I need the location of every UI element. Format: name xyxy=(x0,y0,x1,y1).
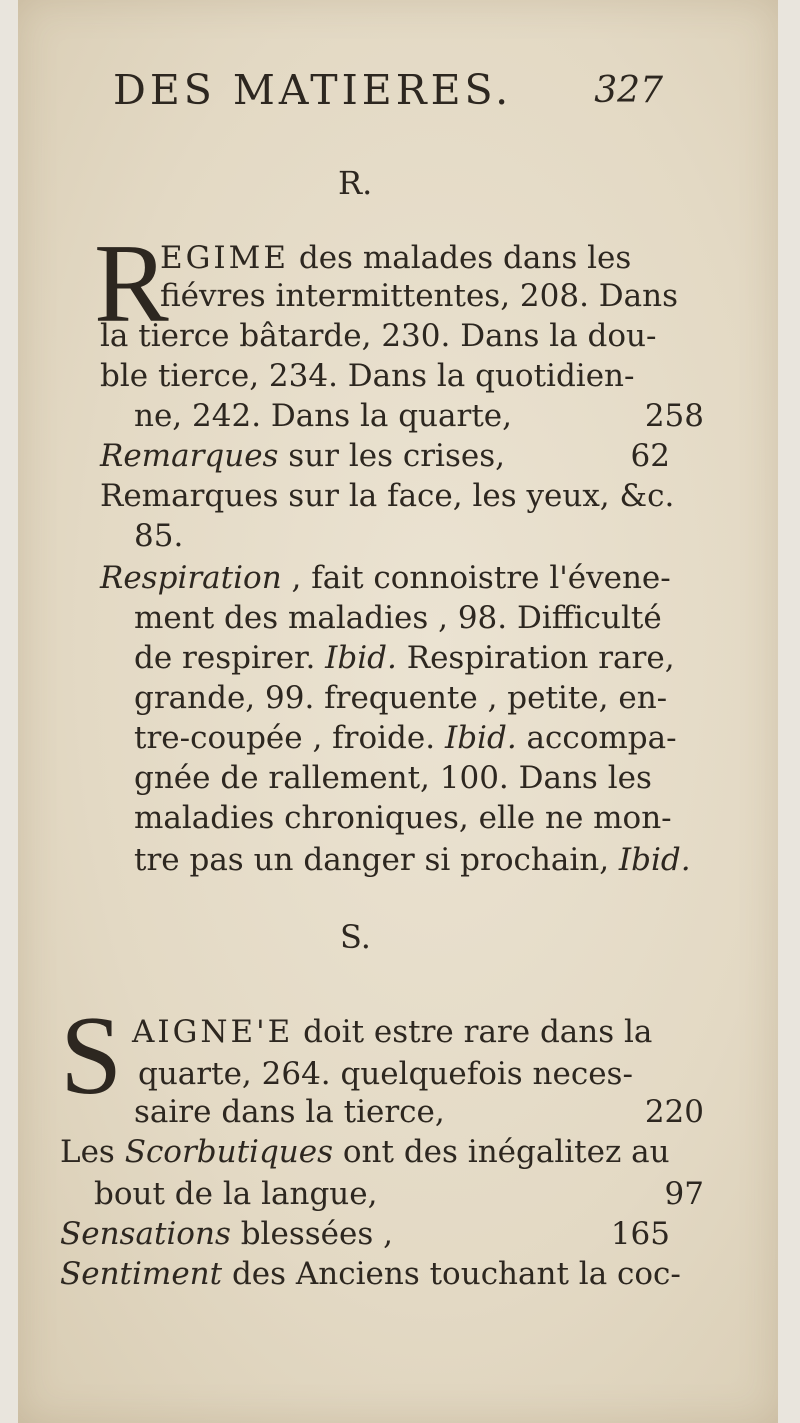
page-ref: 62 xyxy=(630,438,670,474)
entry-line: quarte, 264. quelquefois neces- xyxy=(138,1056,633,1092)
entry-line: 85. xyxy=(134,518,184,554)
entry-line: Les Scorbutiques ont des inégalitez au xyxy=(60,1134,670,1170)
page-ref: 97 xyxy=(664,1176,704,1212)
drop-cap-r: R xyxy=(94,222,169,346)
section-heading-s: S. xyxy=(340,918,371,956)
page-number: 327 xyxy=(594,70,663,111)
entry-line: ble tierce, 234. Dans la quotidien- xyxy=(100,358,635,394)
header-title: DES MATIERES. xyxy=(113,66,513,114)
running-header xyxy=(113,66,673,126)
entry-line: fiévres intermittentes, 208. Dans xyxy=(160,278,679,314)
page-ref: 165 xyxy=(610,1216,670,1252)
entry-line: maladies chroniques, elle ne mon- xyxy=(134,800,672,836)
entry-line: Respiration , fait connoistre l'évene- xyxy=(100,560,671,596)
entry-line: Sentiment des Anciens touchant la coc- xyxy=(60,1256,681,1292)
section-heading-r: R. xyxy=(338,164,373,202)
drop-cap-s: S xyxy=(60,994,123,1118)
entry-line: Remarques sur les crises, 62 xyxy=(100,438,670,474)
entry-line: de respirer. Ibid. Respiration rare, xyxy=(134,640,675,676)
page-ref: 220 xyxy=(644,1094,704,1130)
entry-line: la tierce bâtarde, 230. Dans la dou- xyxy=(100,318,657,354)
entry-line: EGIME des malades dans les xyxy=(160,240,632,276)
entry-line: bout de la langue, 97 xyxy=(94,1176,704,1212)
entry-line: AIGNE'E doit estre rare dans la xyxy=(132,1014,653,1050)
page-ref: 258 xyxy=(644,398,704,434)
entry-line: saire dans la tierce, 220 xyxy=(134,1094,704,1130)
entry-line: Sensations blessées , 165 xyxy=(60,1216,670,1252)
entry-line: ne, 242. Dans la quarte, 258 xyxy=(134,398,704,434)
entry-line: gnée de rallement, 100. Dans les xyxy=(134,760,652,796)
book-page xyxy=(18,0,778,1423)
entry-line: grande, 99. frequente , petite, en- xyxy=(134,680,668,716)
entry-line: tre-coupée , froide. Ibid. accompa- xyxy=(134,720,677,756)
entry-line: Remarques sur la face, les yeux, &c. xyxy=(100,478,675,514)
entry-line: tre pas un danger si prochain, Ibid. xyxy=(134,842,691,878)
entry-line: ment des maladies , 98. Difficulté xyxy=(134,600,662,636)
